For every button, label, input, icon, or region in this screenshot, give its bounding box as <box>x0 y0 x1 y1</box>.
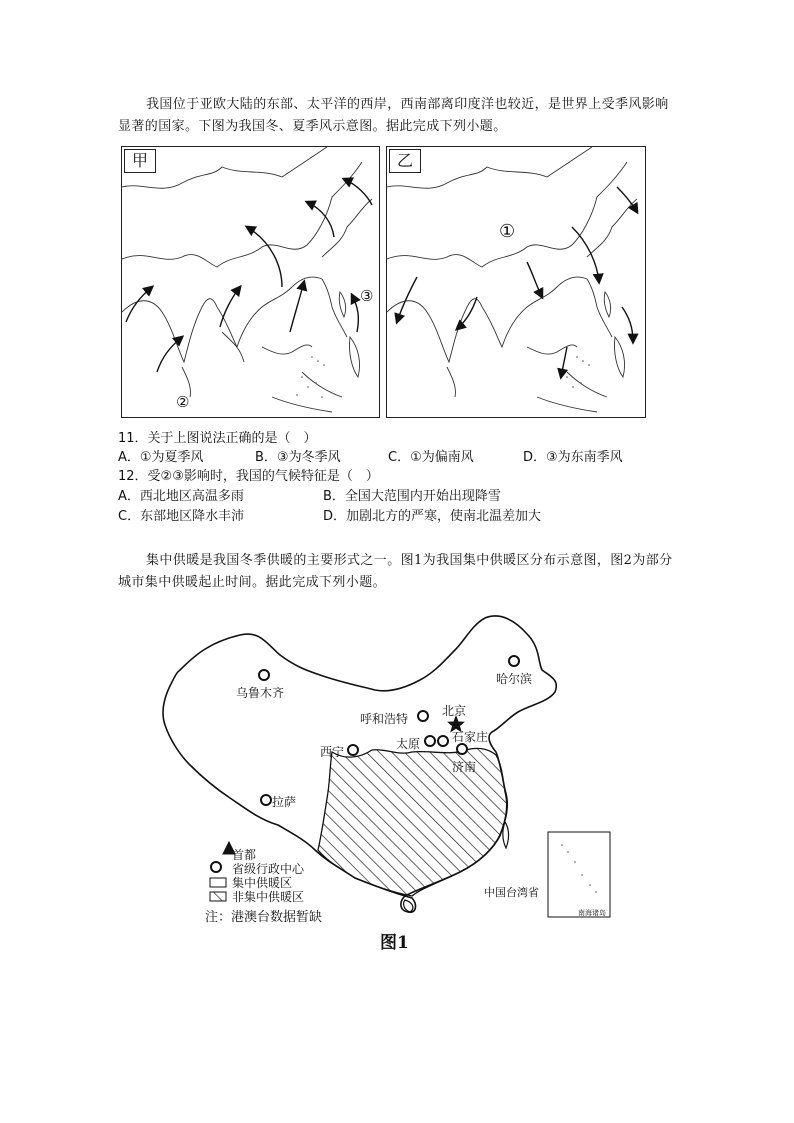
panel-label-yi: 乙 <box>389 149 421 173</box>
right-map-drawing <box>387 147 645 417</box>
legend-label-central: 集中供暖区 <box>232 876 293 890</box>
map-panel-winter-summer-left <box>121 146 380 418</box>
figure-caption: 图1 <box>380 933 409 953</box>
q12-option-b[interactable]: B．全国大范围内开始出现降雪 <box>323 489 501 504</box>
q11-option-c[interactable]: C．①为偏南风 <box>388 450 474 465</box>
heating-region-map <box>150 600 620 920</box>
legend-note: 注：港澳台数据暂缺 <box>205 910 323 925</box>
city-dot-jinan <box>457 744 467 754</box>
legend-hatch-box-icon <box>210 892 226 901</box>
city-label-taiyuan: 太原 <box>396 737 421 751</box>
intro-paragraph-monsoon: 我国位于亚欧大陆的东部、太平洋的西岸，西南部离印度洋也较近，是世界上受季风影响显著的国家。下图为我国冬、夏季风示意图。据此完成下列小题。 <box>118 97 669 134</box>
city-label-hohhot: 呼和浩特 <box>360 712 409 726</box>
taiwan-island-shape <box>503 822 509 848</box>
map-panel-winter-summer-right <box>386 146 646 418</box>
legend-label-noncentral: 非集中供暖区 <box>232 890 305 904</box>
city-dot-urumqi <box>259 670 269 680</box>
panel-label-jia: 甲 <box>124 149 156 173</box>
q11-option-a[interactable]: A．①为夏季风 <box>118 450 204 465</box>
city-dot-lhasa <box>261 795 271 805</box>
legend-circle-icon <box>211 862 221 872</box>
left-map-drawing <box>122 147 379 417</box>
city-label-harbin: 哈尔滨 <box>496 672 533 686</box>
city-dot-hohhot <box>418 711 428 721</box>
question-11-stem: 11．关于上图说法正确的是（ ） <box>118 431 317 446</box>
marker-3-label: ③ <box>360 287 374 305</box>
city-label-shijiazhuang: 石家庄 <box>452 730 489 744</box>
city-label-taiwan: 中国台湾省 <box>484 886 539 899</box>
marker-2-label: ② <box>176 393 190 411</box>
city-dot-shijiazhuang <box>438 736 448 746</box>
q12-option-a[interactable]: A．西北地区高温多雨 <box>118 489 244 504</box>
marker-1-label: ① <box>499 221 516 242</box>
city-label-beijing: 北京 <box>442 704 467 718</box>
city-label-urumqi: 乌鲁木齐 <box>236 686 285 700</box>
legend-blank-box-icon <box>210 878 226 887</box>
intro-paragraph-heating: 集中供暖是我国冬季供暖的主要形式之一。图1为我国集中供暖区分布示意图，图2为部分城市集中供暖起止时间。据此完成下列小题。 <box>118 553 673 590</box>
q11-option-d[interactable]: D．③为东南季风 <box>523 450 623 465</box>
city-label-jinan: 济南 <box>452 760 477 774</box>
city-label-lhasa: 拉萨 <box>272 795 297 809</box>
q11-option-b[interactable]: B．③为冬季风 <box>255 450 341 465</box>
question-12-stem: 12．受②③影响时，我国的气候特征是（ ） <box>118 469 379 484</box>
non-central-heating-zone <box>318 748 507 896</box>
legend-label-capital: 首都 <box>232 848 257 862</box>
south-china-sea-inset <box>548 832 610 917</box>
legend-label-provincial: 省级行政中心 <box>232 862 305 876</box>
city-dot-xining <box>348 745 358 755</box>
q12-option-c[interactable]: C．东部地区降水丰沛 <box>118 509 245 524</box>
city-dot-harbin <box>509 656 519 666</box>
city-dot-taiyuan <box>425 736 435 746</box>
city-label-xining: 西宁 <box>320 745 345 759</box>
q12-option-d[interactable]: D．加剧北方的严寒，使南北温差加大 <box>323 509 542 524</box>
inset-label-south-sea: 南海诸岛 <box>578 909 606 917</box>
